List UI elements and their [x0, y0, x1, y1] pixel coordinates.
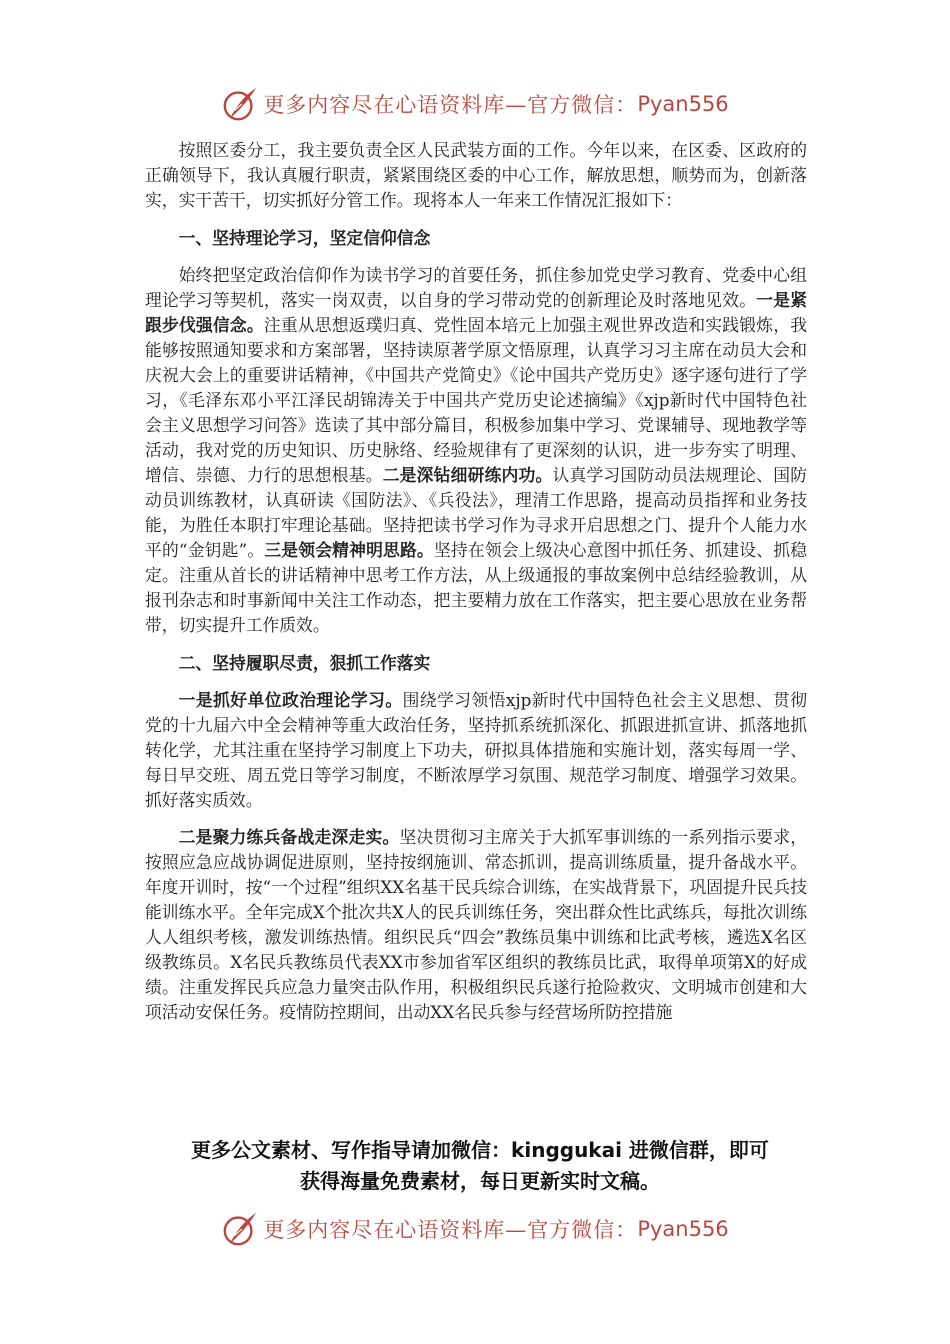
watermark-header — [0, 84, 950, 124]
s1-text-a: 始终把坚定政治信仰作为读书学习的首要任务，抓住参加党史学习教育、党委中心组理论学习等契机，落实一岗双责，以自身的学习带动党的创新理论及时落地见效。 — [145, 265, 807, 310]
s2-lead-1: 一是抓好单位政治理论学习。 — [178, 690, 403, 710]
s2-lead-2: 二是聚力练兵备战走深走实。 — [178, 827, 400, 847]
section-2-paragraph-1 — [145, 688, 807, 813]
feather-pen-logo-icon — [221, 85, 259, 123]
s1-lead-1: 一是紧跟步伐强信念。 — [145, 290, 807, 335]
document-body — [145, 138, 807, 1025]
promo-line-2: 获得海量免费素材，每日更新实时文稿。 — [300, 1169, 660, 1193]
watermark-text: 更多内容尽在心语资料库—官方微信： — [263, 1218, 638, 1242]
s1-text-e: 坚持在领会上级决心意图中抓任务、抓建设、抓稳定。注重从首长的讲话精神中思考工作方法，从上级通报的事故案例中总结经验教训，从报刊杂志和时事新闻中关注工作动态，把主要精力放在工作落实，把主要心思放在业务帮带，切实提升工作质效。 — [145, 540, 807, 635]
intro-paragraph: 按照区委分工，我主要负责全区人民武装方面的工作。今年以来，在区委、区政府的正确领导下，我认真履行职责，紧紧围绕区委的中心工作，解放思想，顺势而为，创新落实，实干苦干，切实抓好分管工作。现将本人一年来工作情况汇报如下： — [145, 140, 807, 210]
watermark-wechat-id: Pyan556 — [637, 92, 729, 116]
watermark-footer — [0, 1209, 950, 1249]
s1-lead-2: 二是深钻细研练内功。 — [382, 465, 553, 485]
watermark-wechat-id: Pyan556 — [637, 1217, 729, 1241]
s2-text-2: 坚决贯彻习主席关于大抓军事训练的一系列指示要求，按照应急应战协调促进原则，坚持按纲施训、常态抓训，提高训练质量，提升备战水平。年度开训时，按“一个过程”组织XX名基干民兵综合训练，在实战背景下，巩固提升民兵技能训练水平。全年完成X个批次共X人的民兵训练任务，突出群众性比武练兵，每批次训练人人组织考核，激发训练热情。组织民兵“四会”教练员集中训练和比武考核，遴选X名区级教练员。X名民兵教练员代表XX市参加省军区组织的教练员比武，取得单项第X的好成绩。注重发挥民兵应急力量突击队作用，积极组织民兵遂行抢险救灾、文明城市创建和大项活动安保任务。疫情防控期间，出动XX名民兵参与经营场所防控措施 — [145, 827, 807, 1022]
feather-pen-logo-icon — [221, 1210, 259, 1248]
promo-line-1: 更多公文素材、写作指导请加微信：kinggukai 进微信群，即可 — [191, 1138, 769, 1162]
section-2-heading: 二、坚持履职尽责，狠抓工作落实 — [178, 653, 431, 673]
section-1-paragraph — [145, 263, 807, 638]
s1-text-c: 注重从思想返璞归真、党性固本培元上加强主观世界改造和实践锻炼，我能够按照通知要求和方案部署，坚持读原著学原文悟原理，认真学习习主席在动员大会和庆祝大会上的重要讲话精神，《中国共产党简史》《论中国共产党历史》逐字逐句进行了学习，《毛泽东邓小平江泽民胡锦涛关于中国共产党历史论述摘编》《xjp新时代中国特色社会主义思想学习问答》选读了其中部分篇目，积极参加集中学习、党课辅导、现地教学等活动，我对党的历史知识、历史脉络、经验规律有了更深刻的认识，进一步夯实了明理、增信、崇德、力行的思想根基。 — [145, 315, 807, 485]
section-1-heading: 一、坚持理论学习，坚定信仰信念 — [178, 228, 431, 248]
s1-text-d: 认真学习国防动员法规理论、国防动员训练教材，认真研读《国防法》、《兵役法》，理清工作思路，提高动员指挥和业务技能，为胜任本职打牢理论基础。坚持把读书学习作为寻求开启思想之门、提升个人能力水平的“金钥匙”。 — [145, 465, 807, 560]
section-2-paragraph-2 — [145, 825, 807, 1025]
promo-footer-note — [130, 1135, 830, 1197]
s1-lead-3: 三是领会精神明思路。 — [264, 540, 434, 560]
s2-text-1: 围绕学习领悟xjp新时代中国特色社会主义思想、贯彻党的十九届六中全会精神等重大政治任务，坚持抓系统抓深化、抓跟进抓宣讲、抓落地抓转化学，尤其注重在坚持学习制度上下功夫，研拟具体措施和实施计划，落实每周一学、每日早交班、周五党日等学习制度，不断浓厚学习氛围、规范学习制度、增强学习效果。抓好落实质效。 — [145, 690, 807, 810]
watermark-text: 更多内容尽在心语资料库—官方微信： — [263, 93, 638, 117]
